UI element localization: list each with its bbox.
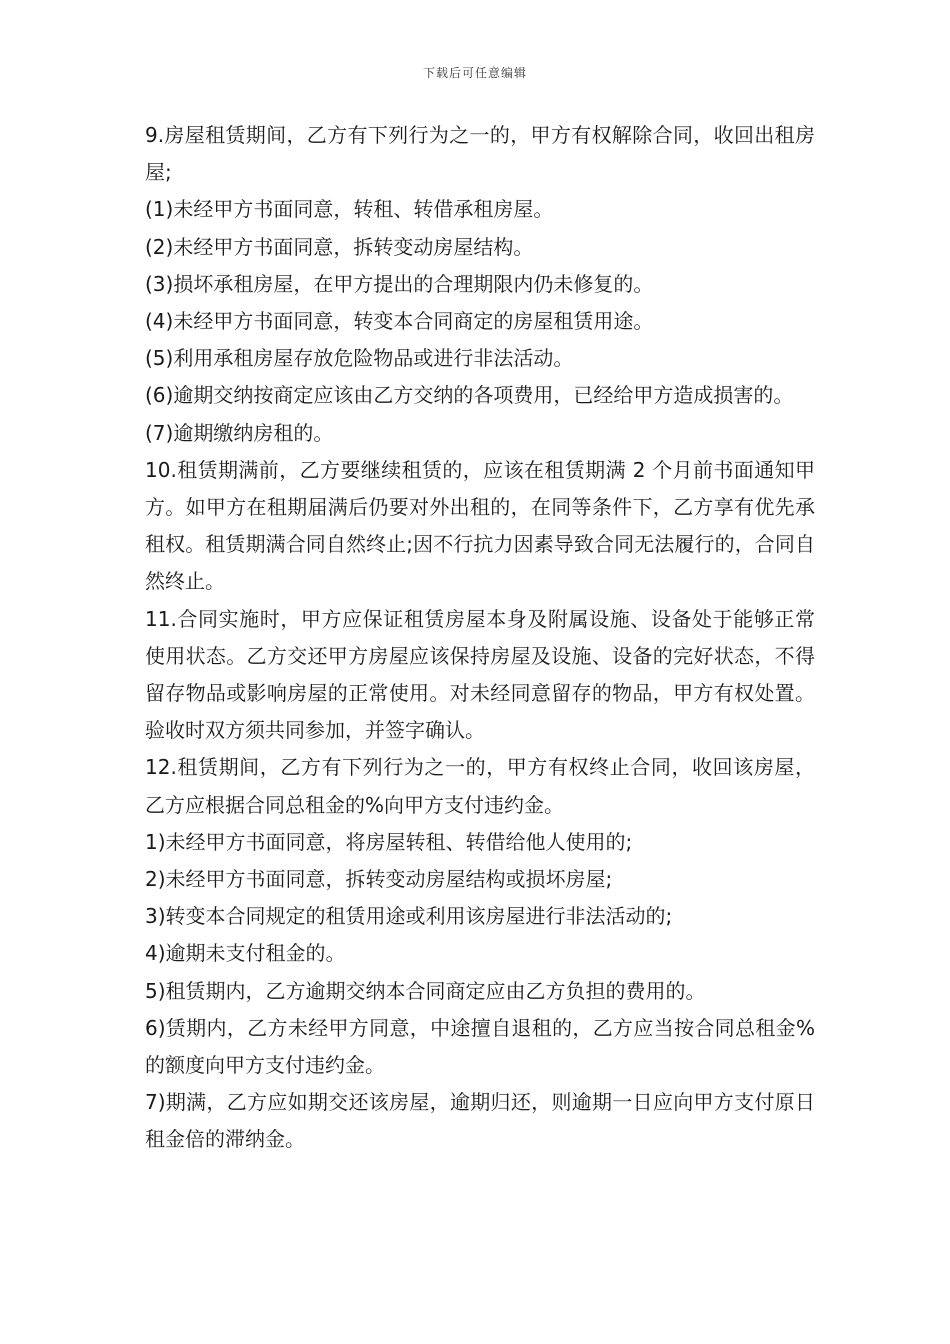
clause-11: 11.合同实施时，甲方应保证租赁房屋本身及附属设施、设备处于能够正常使用状态。乙方交还甲方房屋应该保持房屋及设施、设备的完好状态，不得留存物品或影响房屋的正常使用。对未经同意留存的物品，甲方有权处置。验收时双方须共同参加，并签字确认。 <box>145 606 815 743</box>
clause-9-item-2: (2)未经甲方书面同意，拆转变动房屋结构。 <box>145 234 534 259</box>
clause-12-item-6: 6)赁期内，乙方未经甲方同意，中途擅自退租的，乙方应当按合同总租金%的额度向甲方支付违约金。 <box>145 1015 815 1078</box>
clause-9-item-7: (7)逾期缴纳房租的。 <box>145 420 334 445</box>
clause-12-item-2: 2)未经甲方书面同意，拆转变动房屋结构或损坏房屋; <box>145 867 613 892</box>
clause-12-item-3: 3)转变本合同规定的租赁用途或利用该房屋进行非法活动的; <box>145 904 673 929</box>
clause-9: 9.房屋租赁期间，乙方有下列行为之一的，甲方有权解除合同，收回出租房屋; <box>145 123 815 185</box>
clause-12-item-5: 5)租赁期内，乙方逾期交纳本合同商定应由乙方负担的费用的。 <box>145 978 706 1003</box>
clause-9-item-4: (4)未经甲方书面同意，转变本合同商定的房屋租赁用途。 <box>145 309 654 334</box>
clause-9-item-5: (5)利用承租房屋存放危险物品或进行非法活动。 <box>145 346 574 371</box>
clause-12-item-4: 4)逾期未支付租金的。 <box>145 941 346 966</box>
clause-12-item-7: 7)期满，乙方应如期交还该房屋，逾期归还，则逾期一日应向甲方支付原日租金倍的滞纳金。 <box>145 1090 815 1152</box>
clause-12: 12.租赁期间，乙方有下列行为之一的，甲方有权终止合同，收回该房屋，乙方应根据合同总租金的%向甲方支付违约金。 <box>145 755 815 817</box>
clause-9-item-1: (1)未经甲方书面同意，转租、转借承租房屋。 <box>145 197 554 222</box>
clause-9-item-6: (6)逾期交纳按商定应该由乙方交纳的各项费用，已经给甲方造成损害的。 <box>145 383 794 408</box>
clause-12-item-1: 1)未经甲方书面同意，将房屋转租、转借给他人使用的; <box>145 829 633 854</box>
page-header-note: 下载后可任意编辑 <box>422 66 527 80</box>
document-body <box>145 117 815 1159</box>
clause-9-item-3: (3)损坏承租房屋，在甲方提出的合理期限内仍未修复的。 <box>145 271 654 296</box>
clause-10: 10.租赁期满前，乙方要继续租赁的，应该在租赁期满 2 个月前书面通知甲方。如甲方在租期届满后仍要对外出租的，在同等条件下，乙方享有优先承租权。租赁期满合同自然终止;因不行抗力因素导致合同无法履行的，合同自然终止。 <box>145 457 815 594</box>
